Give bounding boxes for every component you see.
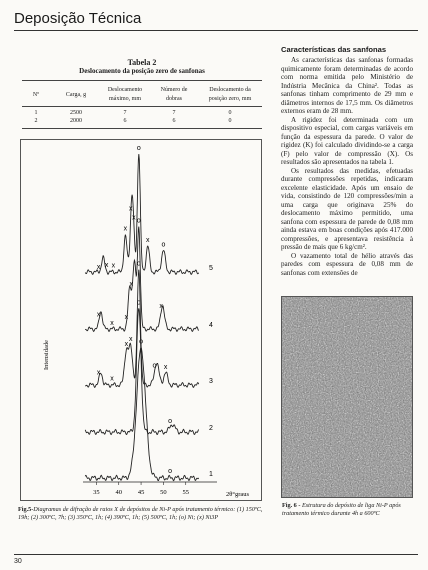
figure-5-text: Diagramas de difração de raios X de depósitos de Ni-P após tratamento térmico: (1) 150ºC, 19h; (2) 300ºC, 7h; (3) 350ºC, 1h; (4) 390ºC, 1h; (5) 500ºC, 1h; (o) Ni; (x) Ni3P xyxy=(18,506,263,521)
curves xyxy=(85,145,213,480)
ni3p-marker: x xyxy=(159,303,163,311)
ni3p-marker: x xyxy=(104,261,109,269)
table-cell: 0 xyxy=(228,118,232,124)
ni3p-marker: x xyxy=(146,237,150,245)
paragraph: As características das sanfonas formadas quimicamente foram determinadas de acordo com norma emitida pelo Ministério de Indústria Mecânica da China². Todas as sanfonas tinham comprimento de 29 mm e diâmetros internos de 17,5 mm. Os diâmetros externos eram de 28 mm. xyxy=(281,56,413,115)
table-header-folds: Número de dobras xyxy=(160,87,188,102)
figure-5-caption xyxy=(18,506,266,522)
ni3p-marker: x xyxy=(124,313,129,321)
table-header-max-displacement: Deslocamento máximo, mm xyxy=(107,87,143,102)
table-cell: 7 xyxy=(123,110,127,116)
curve-3 xyxy=(85,270,199,388)
table-cell: 1 xyxy=(34,110,38,116)
ni3p-marker: x xyxy=(110,375,114,383)
xrd-chart-frame xyxy=(20,139,262,501)
ni3p-marker: x xyxy=(163,363,168,371)
page-header xyxy=(14,10,418,32)
curve-label: 5 xyxy=(209,265,213,272)
ni3p-marker: x xyxy=(129,205,133,213)
table-header-num: Nº xyxy=(32,92,40,98)
x-tick-label: 40 xyxy=(115,489,122,496)
table-cell: 6 xyxy=(172,118,176,124)
table-cell: 6 xyxy=(123,118,127,124)
ni-marker: o xyxy=(152,362,157,370)
paragraph: O vazamento total de hélio através das paredes com espessura de 0,08 mm de sanfonas com extensões de xyxy=(281,251,413,277)
micrograph-figure-6 xyxy=(281,296,413,498)
table-rule-top xyxy=(22,80,262,81)
x-ticks xyxy=(93,482,189,496)
table-rule-mid xyxy=(22,106,262,107)
table-header-zero-displacement: Deslocamento da posição zero, mm xyxy=(208,87,252,102)
x-tick-label: 35 xyxy=(93,489,100,496)
ni-marker: o xyxy=(168,418,173,426)
table-cell: 0 xyxy=(228,110,232,116)
header-title: Deposição Técnica xyxy=(14,10,142,27)
ni3p-marker: x xyxy=(132,214,136,222)
ni-marker: o xyxy=(168,468,173,476)
header-rule xyxy=(14,30,418,31)
table-2 xyxy=(22,50,262,136)
figure-6-caption xyxy=(282,502,412,517)
ni-marker: o xyxy=(161,241,166,249)
ni3p-marker: x xyxy=(96,263,101,271)
y-axis-label: Intensidade xyxy=(43,340,50,370)
ni3p-marker: x xyxy=(96,369,101,377)
table-cell: 7 xyxy=(172,110,176,116)
curve-label: 4 xyxy=(209,322,213,329)
table-cell: 2 xyxy=(34,118,38,124)
ni3p-marker: x xyxy=(96,311,101,319)
footer-rule xyxy=(14,554,418,555)
curve-4 xyxy=(85,227,199,332)
table-header-load: Carga, g xyxy=(65,92,87,98)
ni-marker: o xyxy=(136,145,141,153)
table-rule-bottom xyxy=(22,128,262,129)
table-cell: 2000 xyxy=(70,118,82,124)
ni3p-marker: x xyxy=(123,225,128,233)
figure-5-label: Fig.5- xyxy=(18,506,34,513)
table-subtitle: Deslocamento da posição zero de sanfonas xyxy=(79,67,205,75)
ni-marker: o xyxy=(136,299,141,307)
x-tick-label: 45 xyxy=(137,489,145,496)
ni-marker: o xyxy=(136,217,141,225)
xrd-chart xyxy=(21,140,261,500)
ni3p-marker: x xyxy=(110,319,114,327)
paragraph: A rigidez foi determinada com um dispositivo especial, com cargas variáveis em função da espessura da parede. O valor de rigidez (K) foi calculado dividindo-se a carga (F) pelo valor de compressão (X). Os resultados são apresentados na tabela 1. xyxy=(281,115,413,166)
x-tick-label: 50 xyxy=(160,489,167,496)
ni3p-marker: x xyxy=(111,262,116,270)
curve-label: 3 xyxy=(209,378,213,385)
curve-label: 2 xyxy=(209,425,213,432)
paragraph: Os resultados das medidas, efetuadas durante compressões repetidas, indicaram excelente elasticidade. Após um ensaio de vida, consistindo de 120 compressões/min a uma carga que originava 25% do deslocamento máximo permitido, uma sanfona com espessura de parede de 0,08 mm ainda estava em boas condições após 417.000 compressões, e apresentava resistência à pressão de mais que 6 kg/cm². xyxy=(281,166,413,251)
micrograph-image xyxy=(282,297,412,497)
ni3p-marker: x xyxy=(124,340,129,348)
grain-texture xyxy=(282,297,412,497)
ni-marker: o xyxy=(139,338,144,346)
article-column xyxy=(281,45,413,277)
x-tick-label: 55 xyxy=(182,489,189,496)
section-title: Características das sanfonas xyxy=(281,45,387,54)
page-number: 30 xyxy=(14,558,22,565)
curve-label: 1 xyxy=(209,471,213,478)
curve-5 xyxy=(85,154,199,274)
table-title: Tabela 2 xyxy=(127,58,157,67)
ni-marker: o xyxy=(136,260,141,268)
figure-6-label: Fig. 6 - xyxy=(282,502,301,509)
ni3p-marker: x xyxy=(129,281,133,289)
ni3p-marker: x xyxy=(129,335,133,343)
x-axis-label: 2θ°graus xyxy=(226,491,250,498)
figure-6-text: Estrutura do depósito de liga Ni-P após tratamento térmico durante 4h a 600ºC xyxy=(282,502,401,517)
table-cell: 2500 xyxy=(70,110,82,116)
